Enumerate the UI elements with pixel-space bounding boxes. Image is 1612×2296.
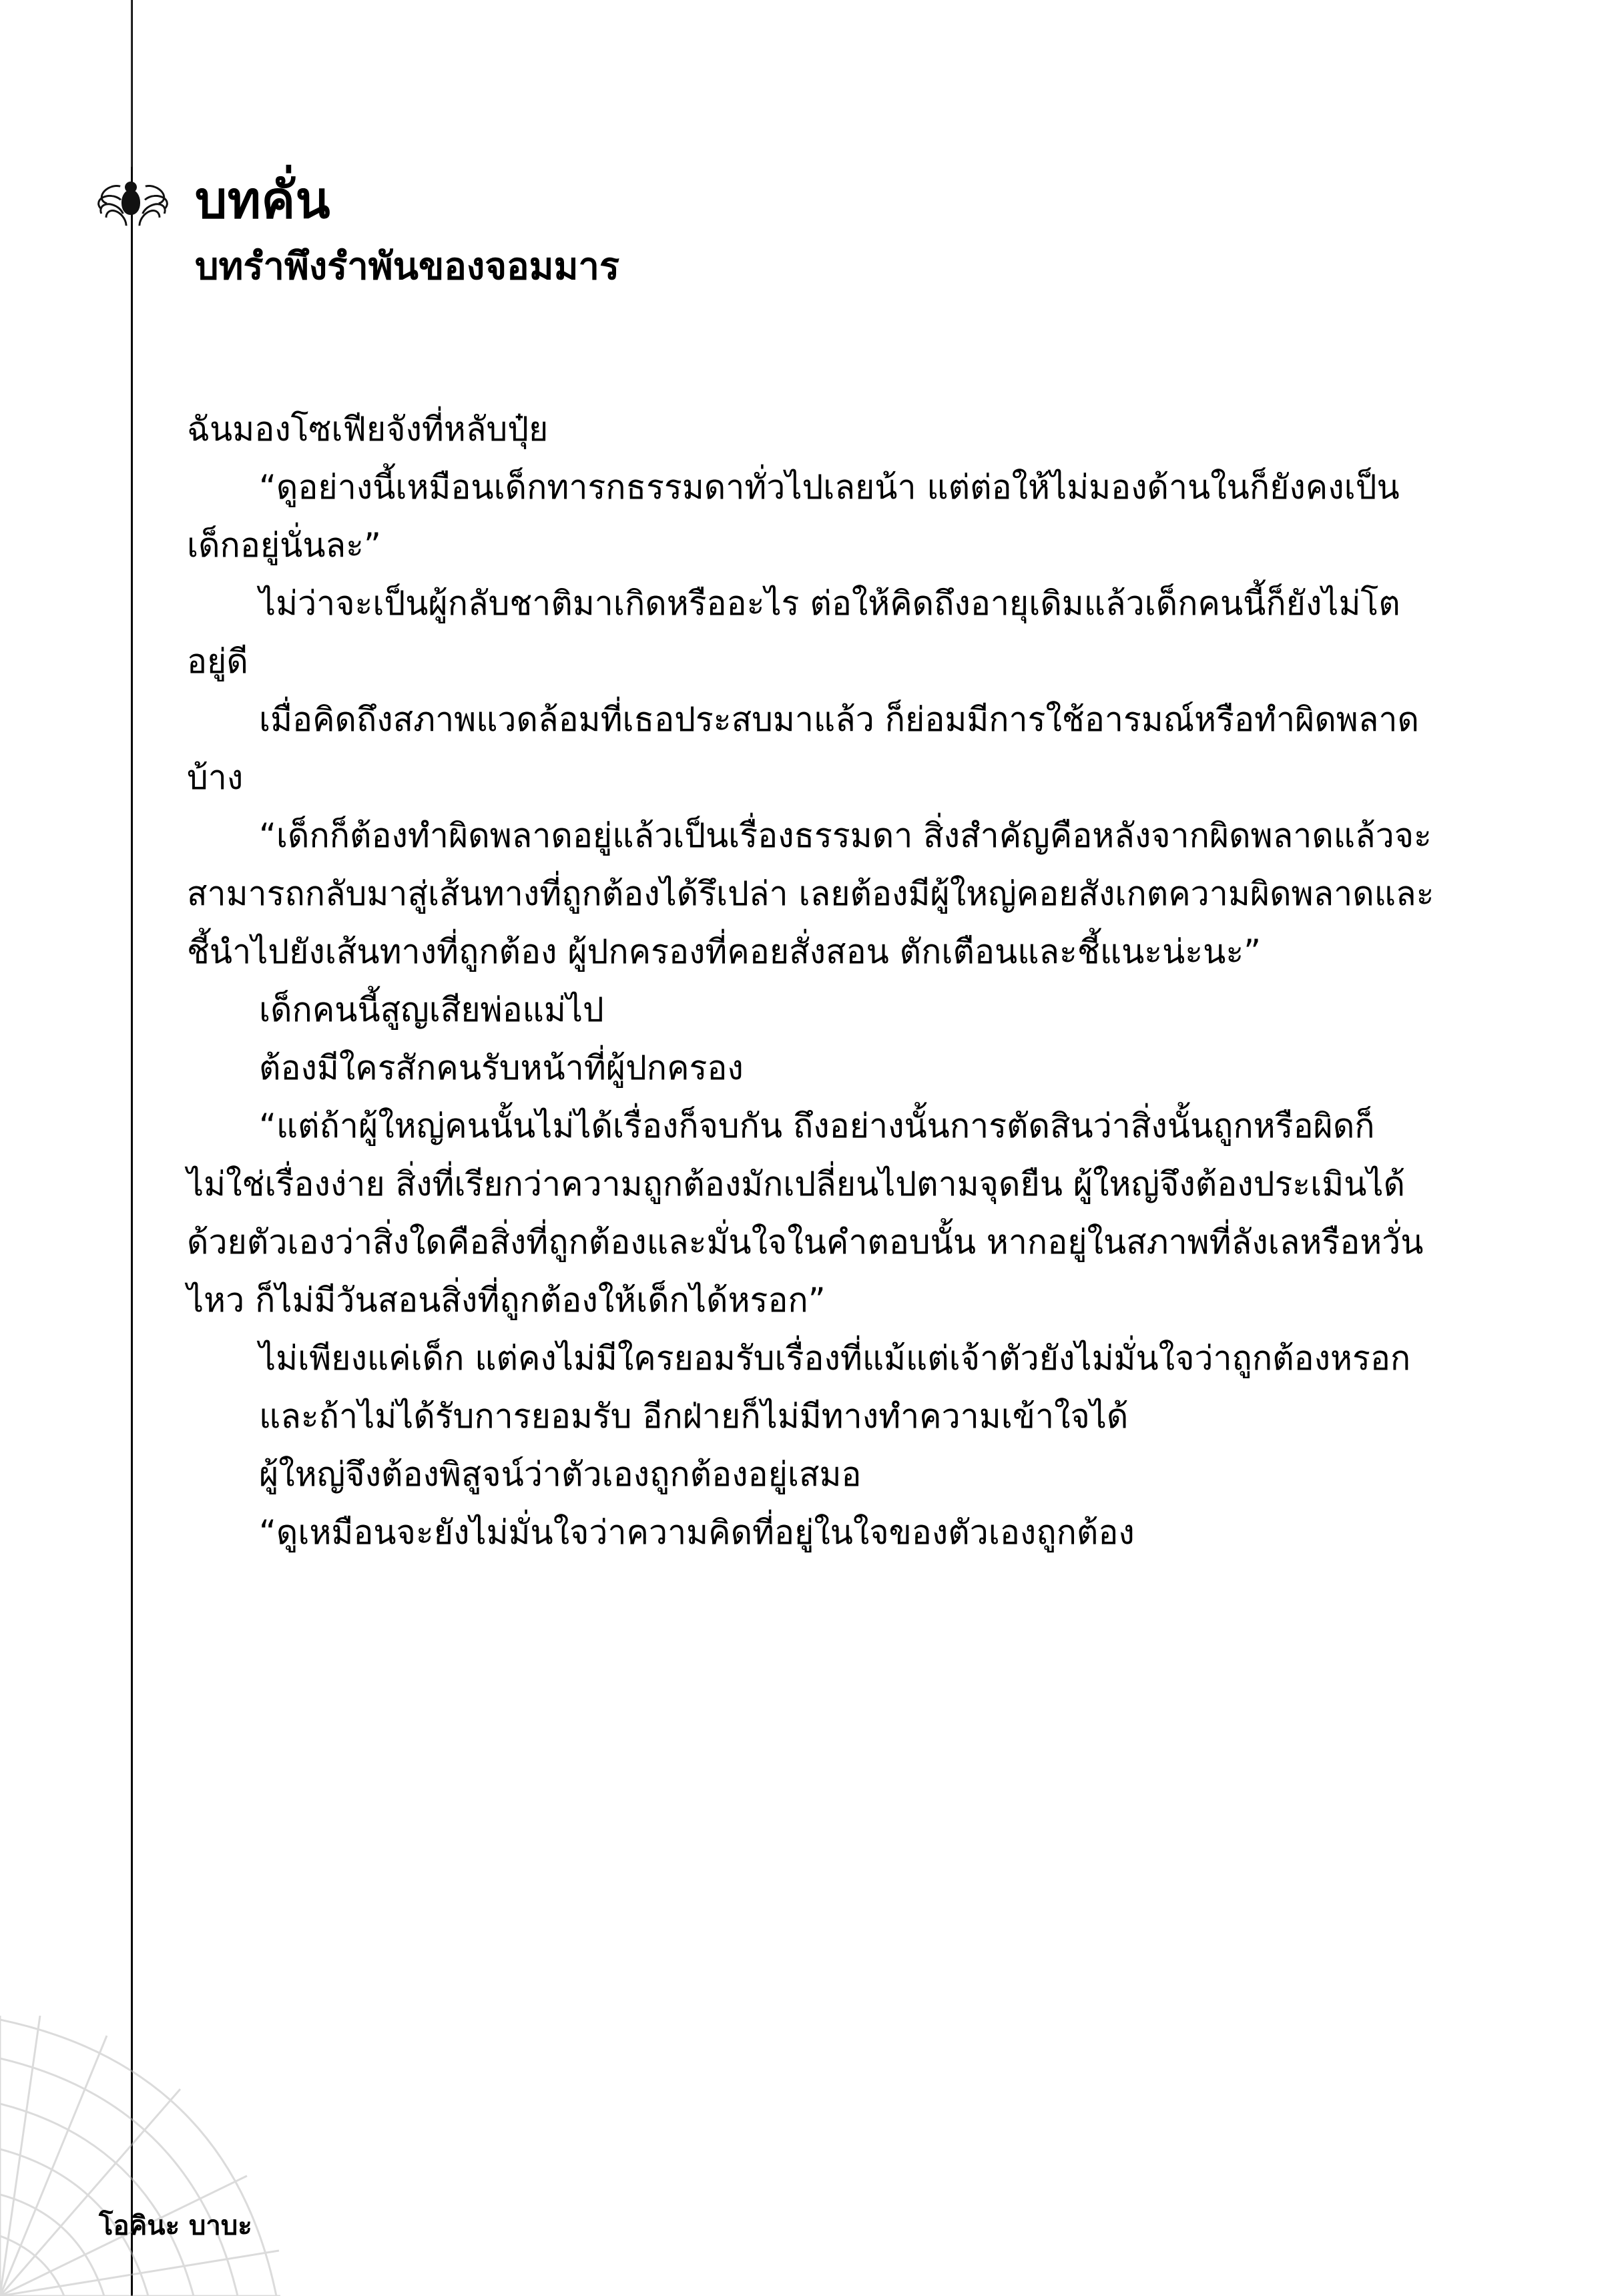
spider-thread-icon: [131, 0, 132, 167]
paragraph: “ดูอย่างนี้เหมือนเด็กทารกธรรมดาทั่วไปเลยน้า แต่ต่อให้ไม่มองด้านในก็ยังคงเป็นเด็กอยู่นั่นละ”: [187, 468, 1400, 565]
paragraph: เมื่อคิดถึงสภาพแวดล้อมที่เธอประสบมาแล้ว ก็ย่อมมีการใช้อารมณ์หรือทำผิดพลาดบ้าง: [187, 700, 1419, 797]
page-left-rule: [131, 0, 133, 2296]
page-subtitle: บทรำพึงรำพันของจอมมาร: [195, 245, 620, 288]
paragraph: ไม่เพียงแค่เด็ก แต่คงไม่มีใครยอมรับเรื่องที่แม้แต่เจ้าตัวยังไม่มั่นใจว่าถูกต้องหรอก: [259, 1339, 1411, 1378]
paragraph: ผู้ใหญ่จึงต้องพิสูจน์ว่าตัวเองถูกต้องอยู่เสมอ: [259, 1455, 862, 1494]
body-text: [187, 400, 1448, 1562]
paragraph: ฉันมองโซเฟียจังที่หลับปุ๋ย: [187, 410, 549, 449]
page-title: บทคั่น: [195, 170, 331, 230]
spider-icon: [97, 172, 164, 234]
paragraph: “เด็กก็ต้องทำผิดพลาดอยู่แล้วเป็นเรื่องธรรมดา สิ่งสำคัญคือหลังจากผิดพลาดแล้วจะสามารถกลับมาสู่เส้นทางที่ถูกต้องได้รึเปล่า เลยต้องมีผู้ใหญ่คอยสังเกตความผิดพลาดและชี้นำไปยังเส้นทางที่ถูกต้อง ผู้ปกครองที่คอยสั่งสอน ตักเตือนและชี้แนะน่ะนะ”: [187, 816, 1434, 971]
paragraph: ไม่ว่าจะเป็นผู้กลับชาติมาเกิดหรืออะไร ต่อให้คิดถึงอายุเดิมแล้วเด็กคนนี้ก็ยังไม่โตอยู่ดี: [187, 584, 1400, 681]
paragraph: ต้องมีใครสักคนรับหน้าที่ผู้ปกครอง: [259, 1049, 744, 1087]
paragraph: เด็กคนนี้สูญเสียพ่อแม่ไป: [259, 990, 604, 1029]
spider-web-icon: [0, 2016, 280, 2296]
paragraph: “แต่ถ้าผู้ใหญ่คนนั้นไม่ได้เรื่องก็จบกัน ถึงอย่างนั้นการตัดสินว่าสิ่งนั้นถูกหรือผิดก็ไม่ใช่เรื่องง่าย สิ่งที่เรียกว่าความถูกต้องมักเปลี่ยนไปตามจุดยืน ผู้ใหญ่จึงต้องประเมินได้ด้วยตัวเองว่าสิ่งใดคือสิ่งที่ถูกต้องและมั่นใจในคำตอบนั้น หากอยู่ในสภาพที่ลังเลหรือหวั่นไหว ก็ไม่มีวันสอนสิ่งที่ถูกต้องให้เด็กได้หรอก”: [187, 1107, 1424, 1320]
footer-author: โอคินะ บาบะ: [99, 2211, 252, 2241]
paragraph: “ดูเหมือนจะยังไม่มั่นใจว่าความคิดที่อยู่ในใจของตัวเองถูกต้อง: [259, 1513, 1135, 1552]
paragraph: และถ้าไม่ได้รับการยอมรับ อีกฝ่ายก็ไม่มีทางทำความเข้าใจได้: [259, 1397, 1129, 1436]
